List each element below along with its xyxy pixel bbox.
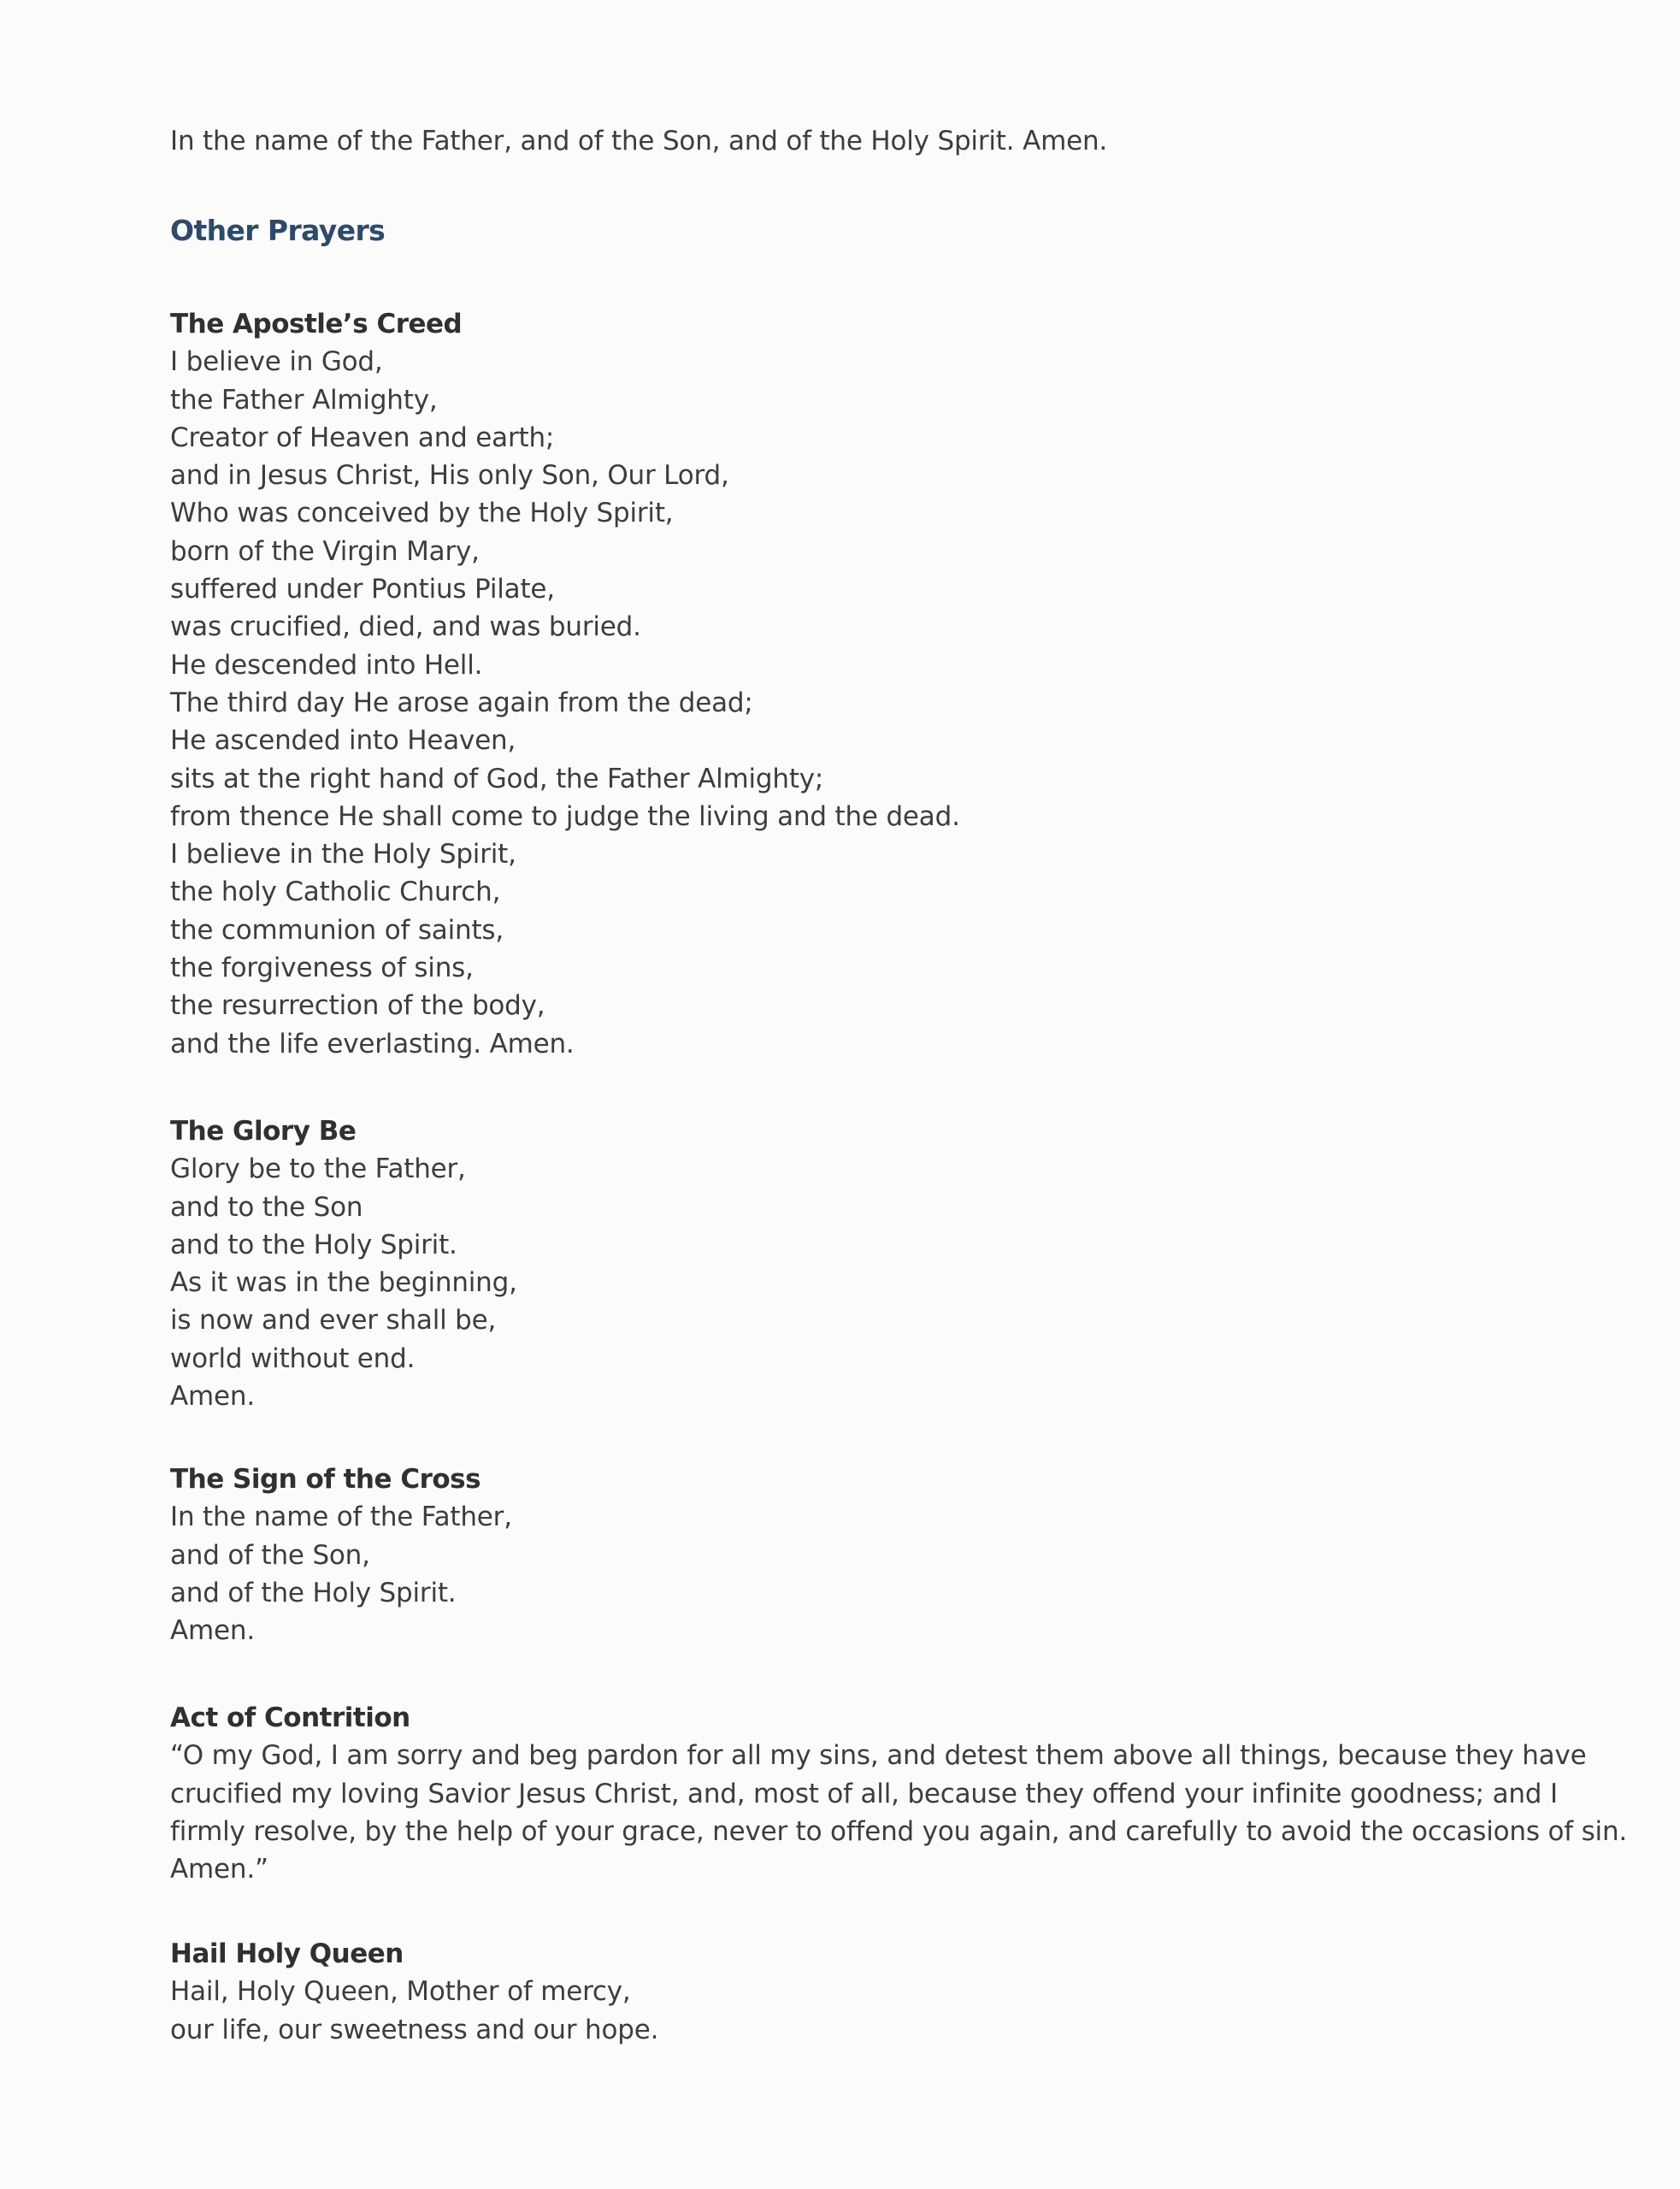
prayer-line: was crucified, died, and was buried. [170,611,641,643]
prayer-line: born of the Virgin Mary, [170,535,480,567]
prayer-line: The third day He arose again from the dead; [170,687,753,718]
intro-line [170,122,1572,160]
prayer-line: the holy Catholic Church, [170,876,501,908]
prayer-title: The Sign of the Cross [170,1464,481,1495]
prayer-line: the resurrection of the body, [170,990,545,1022]
prayer-line: “O my God, I am sorry and beg pardon for all my sins, and detest them above all things, because they have [170,1740,1587,1772]
prayer-line: Glory be to the Father, [170,1154,466,1185]
prayer-line: sits at the right hand of God, the Father Almighty; [170,763,824,794]
prayer-title: The Apostle’s Creed [170,309,463,339]
prayer-line: As it was in the beginning, [170,1267,517,1299]
prayer-line: Amen. [170,1381,255,1413]
prayer-line: and the life everlasting. Amen. [170,1028,575,1059]
prayer-line: He ascended into Heaven, [170,725,516,757]
prayer-line: the Father Almighty, [170,384,438,416]
prayer-line: and of the Holy Spirit. [170,1577,457,1608]
prayer-line: and of the Son, [170,1539,370,1571]
prayer-glory-be [170,1112,1572,1415]
prayer-title: Hail Holy Queen [170,1938,404,1969]
prayer-line: and in Jesus Christ, His only Son, Our Lord, [170,460,729,492]
prayer-line: our life, our sweetness and our hope. [170,2014,659,2045]
prayer-line: crucified my loving Savior Jesus Christ, and, most of all, because they offend your infinite goodness; and I [170,1778,1558,1809]
section-heading: Other Prayers [170,214,386,247]
prayer-line: In the name of the Father, [170,1502,512,1533]
prayer-title: Act of Contrition [170,1702,410,1733]
prayer-line: the communion of saints, [170,914,504,946]
prayer-title: The Glory Be [170,1116,357,1147]
prayer-apostles-creed [170,305,1572,1063]
intro-line-text: In the name of the Father, and of the Son, and of the Holy Spirit. Amen. [170,126,1108,156]
prayer-line: Amen. [170,1615,255,1647]
prayer-line: Hail, Holy Queen, Mother of mercy, [170,1976,631,2008]
prayer-line: I believe in the Holy Spirit, [170,839,516,870]
prayer-line: Amen.” [170,1854,268,1885]
prayer-line: from thence He shall come to judge the living and the dead. [170,800,960,832]
prayer-line: the forgiveness of sins, [170,953,474,984]
prayer-hail-holy-queen [170,1935,1572,2049]
prayer-line: and to the Holy Spirit. [170,1229,457,1260]
prayer-act-of-contrition [170,1699,1628,1888]
prayer-sign-of-the-cross [170,1460,1572,1649]
prayer-line: firmly resolve, by the help of your grace, never to offend you again, and carefully to avoid the occasions of sin. [170,1815,1628,1847]
prayer-line: He descended into Hell. [170,649,483,681]
prayer-line: world without end. [170,1342,416,1374]
prayer-line: suffered under Pontius Pilate, [170,574,555,605]
prayer-line: and to the Son [170,1191,363,1223]
prayer-line: is now and ever shall be, [170,1305,497,1336]
prayer-line: I believe in God, [170,346,383,378]
prayer-line: Creator of Heaven and earth; [170,422,555,453]
prayer-line: Who was conceived by the Holy Spirit, [170,498,674,529]
